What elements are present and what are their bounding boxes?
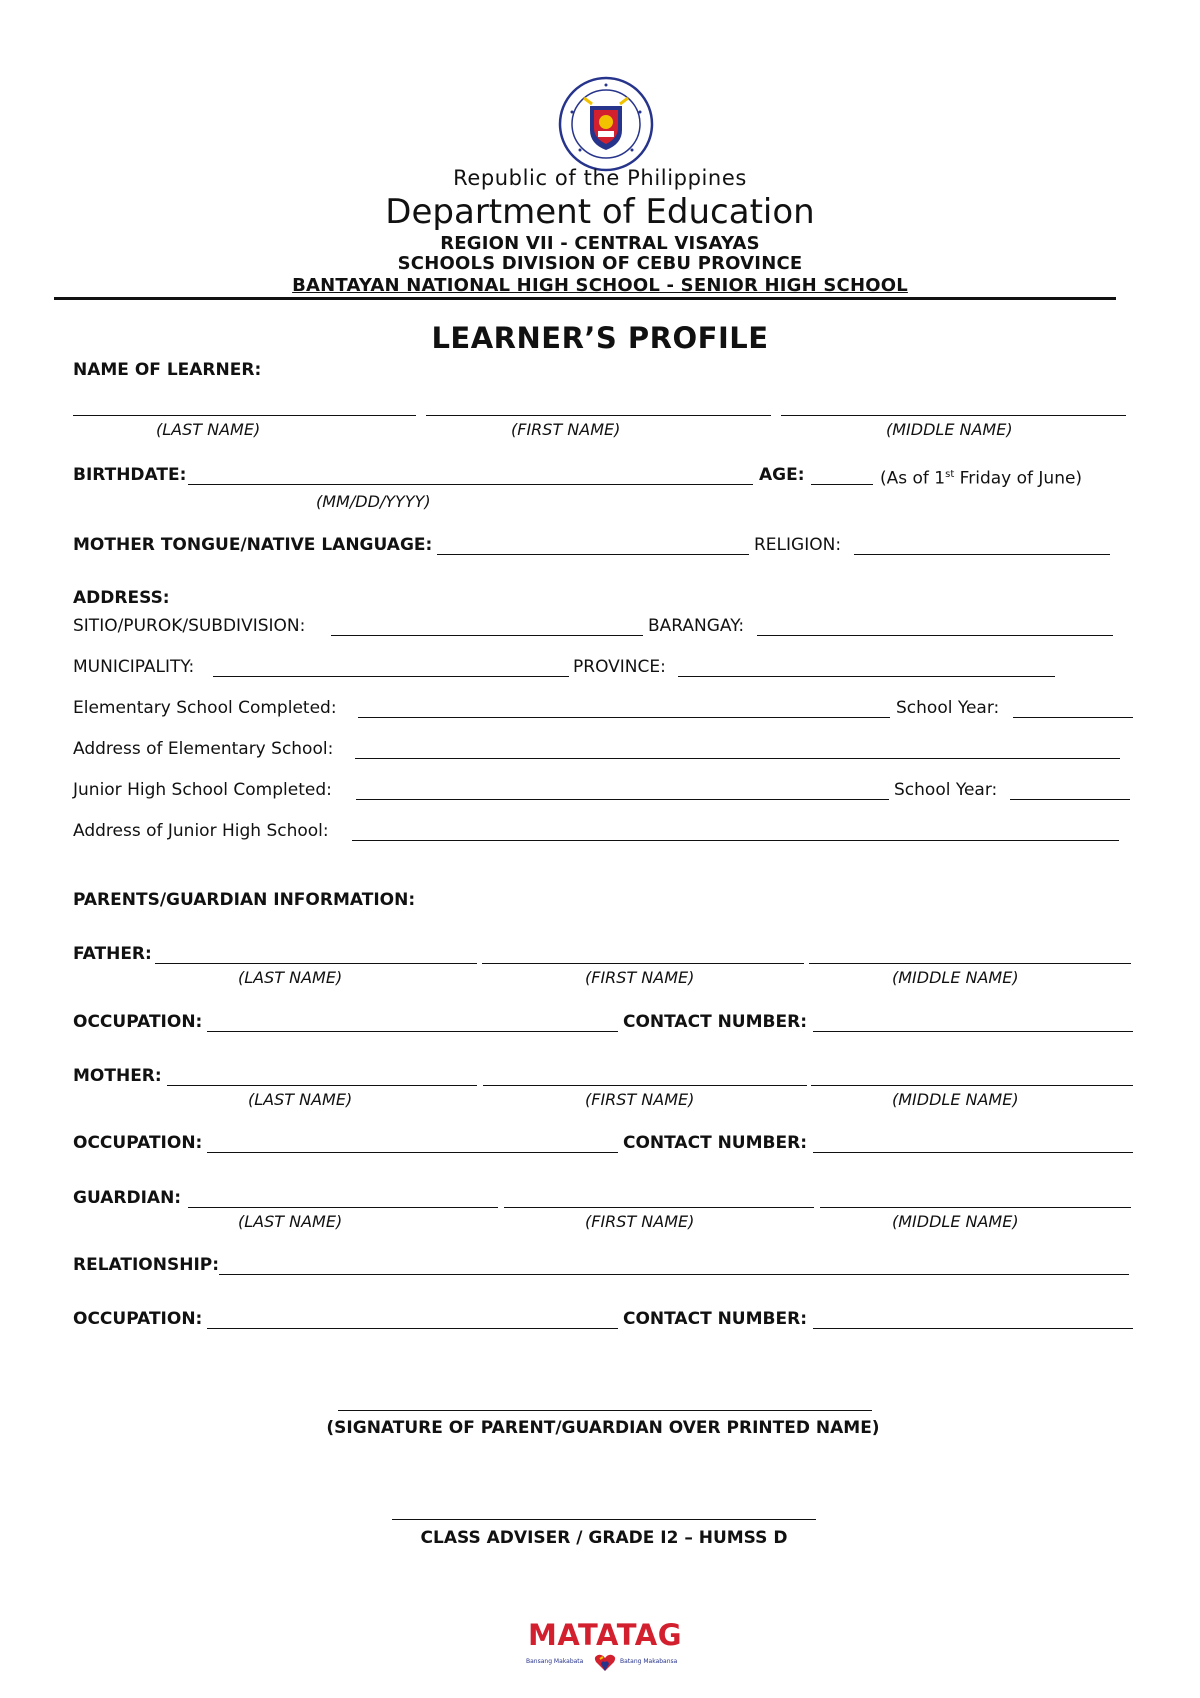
header-division: SCHOOLS DIVISION OF CEBU PROVINCE (397, 253, 803, 274)
header-school: BANTAYAN NATIONAL HIGH SCHOOL - SENIOR HIGH SCHOOL (292, 275, 908, 296)
mother-occupation-label: OCCUPATION: (73, 1133, 203, 1153)
header-department: Department of Education (385, 192, 815, 232)
relationship-label: RELATIONSHIP: (73, 1255, 220, 1275)
father-label: FATHER: (73, 944, 152, 964)
mother-contact-field[interactable] (813, 1152, 1133, 1153)
elementary-school-year-field[interactable] (1013, 717, 1133, 718)
barangay-field[interactable] (757, 635, 1113, 636)
deped-seal (558, 76, 654, 172)
father-contact-label: CONTACT NUMBER: (623, 1012, 807, 1032)
elementary-address-label: Address of Elementary School: (73, 739, 334, 759)
matatag-tagline-left: Bansang Makabata (526, 1658, 584, 1665)
elementary-school-year-label: School Year: (896, 698, 1000, 718)
guardian-occupation-field[interactable] (207, 1328, 618, 1329)
father-first-caption: (FIRST NAME) (585, 968, 695, 987)
junior-high-school-year-label: School Year: (894, 780, 998, 800)
address-heading: ADDRESS: (73, 588, 170, 608)
religion-field[interactable] (854, 554, 1110, 555)
matatag-logo (522, 1618, 688, 1678)
religion-label: RELIGION: (754, 535, 842, 555)
junior-high-address-field[interactable] (352, 840, 1119, 841)
name-of-learner-label: NAME OF LEARNER: (73, 360, 262, 380)
matatag-tagline-right: Batang Makabansa (620, 1658, 678, 1665)
guardian-first-name-field[interactable] (504, 1207, 814, 1208)
guardian-label: GUARDIAN: (73, 1188, 182, 1208)
parent-signature-caption: (SIGNATURE OF PARENT/GUARDIAN OVER PRINTED NAME) (326, 1418, 880, 1438)
mother-last-name-field[interactable] (167, 1085, 477, 1086)
age-label: AGE: (759, 465, 805, 485)
father-last-name-field[interactable] (155, 963, 477, 964)
adviser-signature-caption: CLASS ADVISER / GRADE I2 – HUMSS D (420, 1528, 788, 1548)
father-middle-caption: (MIDDLE NAME) (892, 968, 1019, 987)
parents-heading: PARENTS/GUARDIAN INFORMATION: (73, 890, 416, 910)
barangay-label: BARANGAY: (648, 616, 745, 636)
sitio-field[interactable] (331, 635, 643, 636)
province-field[interactable] (678, 676, 1055, 677)
junior-high-address-label: Address of Junior High School: (73, 821, 329, 841)
matatag-wordmark: MATATAG (527, 1618, 683, 1652)
learner-last-caption: (LAST NAME) (156, 420, 261, 439)
birthdate-field[interactable] (188, 484, 753, 485)
guardian-middle-caption: (MIDDLE NAME) (892, 1212, 1019, 1231)
age-field[interactable] (811, 484, 873, 485)
guardian-last-name-field[interactable] (188, 1207, 498, 1208)
learner-first-caption: (FIRST NAME) (511, 420, 621, 439)
municipality-field[interactable] (213, 676, 569, 677)
father-occupation-field[interactable] (207, 1031, 618, 1032)
learner-middle-name-field[interactable] (781, 415, 1126, 416)
age-note: (As of 1st Friday of June) (880, 468, 1083, 489)
mother-middle-caption: (MIDDLE NAME) (892, 1090, 1019, 1109)
province-label: PROVINCE: (573, 657, 666, 677)
father-occupation-label: OCCUPATION: (73, 1012, 203, 1032)
guardian-contact-field[interactable] (813, 1328, 1133, 1329)
father-first-name-field[interactable] (482, 963, 804, 964)
guardian-last-caption: (LAST NAME) (238, 1212, 343, 1231)
mother-occupation-field[interactable] (207, 1152, 618, 1153)
mother-label: MOTHER: (73, 1066, 162, 1086)
learner-first-name-field[interactable] (426, 415, 771, 416)
relationship-field[interactable] (219, 1274, 1129, 1275)
guardian-occupation-label: OCCUPATION: (73, 1309, 203, 1329)
header-region: REGION VII - CENTRAL VISAYAS (440, 233, 760, 254)
birthdate-caption: (MM/DD/YYYY) (316, 492, 431, 511)
mother-contact-label: CONTACT NUMBER: (623, 1133, 807, 1153)
mother-last-caption: (LAST NAME) (248, 1090, 353, 1109)
elementary-school-field[interactable] (358, 717, 890, 718)
elementary-school-label: Elementary School Completed: (73, 698, 337, 718)
sitio-label: SITIO/PUROK/SUBDIVISION: (73, 616, 306, 636)
father-middle-name-field[interactable] (809, 963, 1131, 964)
elementary-address-field[interactable] (355, 758, 1120, 759)
adviser-signature-line[interactable] (392, 1519, 816, 1520)
junior-high-school-year-field[interactable] (1010, 799, 1130, 800)
mother-tongue-field[interactable] (437, 554, 749, 555)
birthdate-label: BIRTHDATE: (73, 465, 187, 485)
junior-high-school-field[interactable] (356, 799, 889, 800)
learner-middle-caption: (MIDDLE NAME) (886, 420, 1013, 439)
parent-signature-line[interactable] (338, 1410, 872, 1411)
page-title: LEARNER’S PROFILE (431, 321, 769, 355)
header-rule (54, 297, 1116, 300)
father-last-caption: (LAST NAME) (238, 968, 343, 987)
header-republic: Republic of the Philippines (453, 166, 747, 190)
mother-tongue-label: MOTHER TONGUE/NATIVE LANGUAGE: (73, 535, 433, 555)
father-contact-field[interactable] (813, 1031, 1133, 1032)
municipality-label: MUNICIPALITY: (73, 657, 195, 677)
mother-first-name-field[interactable] (483, 1085, 807, 1086)
heart-icon (594, 1654, 616, 1672)
learner-last-name-field[interactable] (73, 415, 416, 416)
guardian-middle-name-field[interactable] (820, 1207, 1131, 1208)
mother-middle-name-field[interactable] (811, 1085, 1133, 1086)
guardian-first-caption: (FIRST NAME) (585, 1212, 695, 1231)
guardian-contact-label: CONTACT NUMBER: (623, 1309, 807, 1329)
junior-high-school-label: Junior High School Completed: (73, 780, 332, 800)
mother-first-caption: (FIRST NAME) (585, 1090, 695, 1109)
